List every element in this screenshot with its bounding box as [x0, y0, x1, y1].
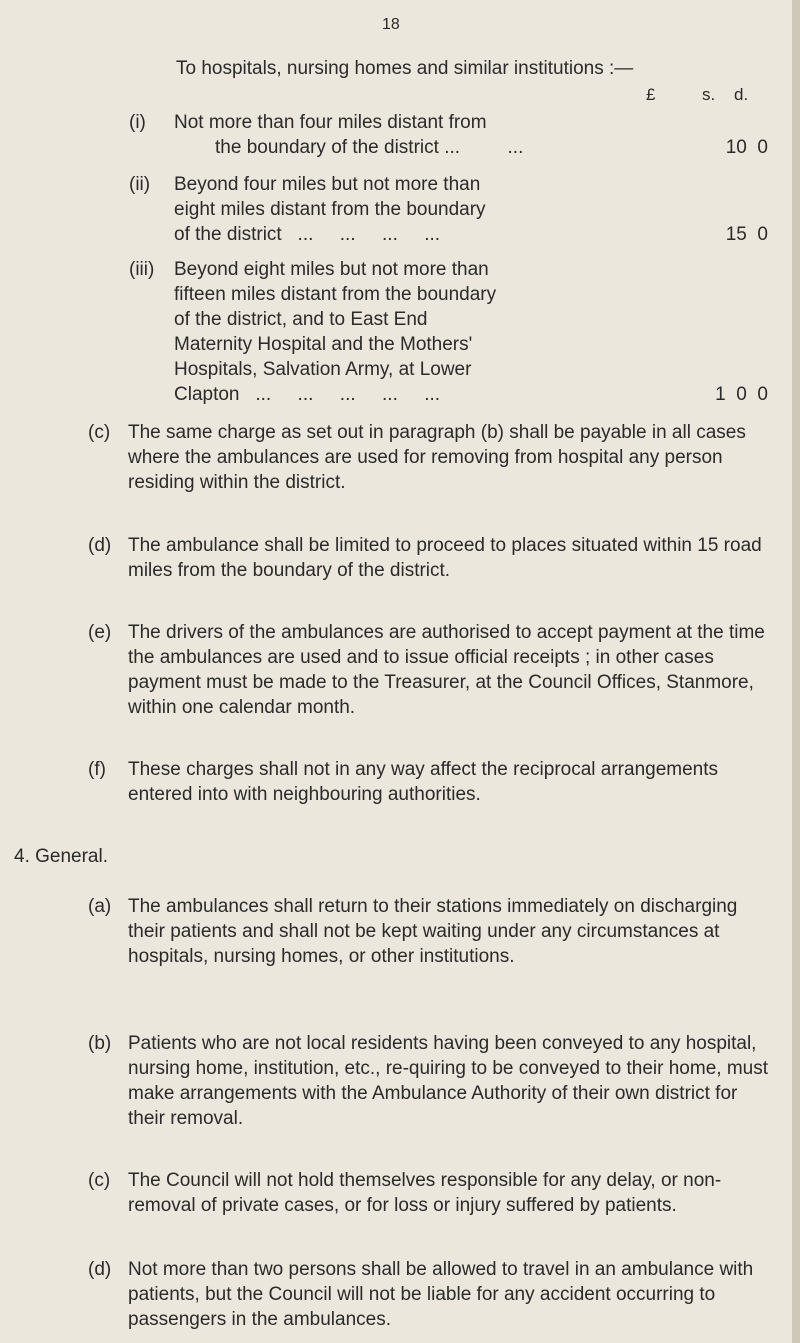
paragraph-text: These charges shall not in any way affect the reciprocal arrangements entered into with neighbouring authorities.: [128, 759, 719, 805]
paragraph-label: (d): [88, 1259, 112, 1280]
tariff-label: (i): [129, 112, 146, 133]
tariff-line: Not more than four miles distant from: [174, 112, 487, 133]
section-heading: 4. General.: [14, 846, 108, 867]
paragraph-text: The Council will not hold themselves responsible for any delay, or non-removal of private cases, or for loss or injury suffered by patients.: [128, 1170, 722, 1216]
tariff-line: of the district, and to East End: [174, 309, 428, 330]
paragraph-label: (c): [88, 422, 111, 443]
tariff-amount: 10 0: [725, 137, 768, 158]
tariff-line: Clapton ... ... ... ... ...: [174, 384, 441, 405]
page-number: 18: [382, 16, 400, 33]
paragraph-text: The same charge as set out in paragraph (b) shall be payable in all cases where the ambulances are used for removing from hospital any person residing within the district.: [128, 422, 746, 493]
paragraph-text: The ambulance shall be limited to proceed to places situated within 15 road miles from the boundary of the district.: [128, 535, 762, 581]
tariff-line: Maternity Hospital and the Mothers': [174, 334, 473, 355]
tariff-line: the boundary of the district ... ...: [215, 137, 524, 158]
paragraph-text: Patients who are not local residents having been conveyed to any hospital, nursing home, institution, etc., re-quiring to be conveyed to their home, must make arrangements with the Ambulance Authority of their own district for their removal.: [128, 1033, 768, 1129]
intro-line: To hospitals, nursing homes and similar institutions :—: [176, 58, 634, 79]
paragraph-label: (b): [88, 1033, 112, 1054]
paragraph-text: The drivers of the ambulances are authorised to accept payment at the time the ambulances are used and to issue official receipts ; in other cases payment must be made to the Treasurer, at the Council Offices, Stanmore, within one calendar month.: [128, 622, 765, 718]
paragraph-text: Not more than two persons shall be allowed to travel in an ambulance with patients, but the Council will not be liable for any accident occurring to passengers in the ambulances.: [128, 1259, 754, 1330]
paragraph-label: (c): [88, 1170, 111, 1191]
tariff-line: of the district ... ... ... ...: [174, 224, 441, 245]
tariff-line: Beyond four miles but not more than: [174, 174, 481, 195]
page-edge: [792, 0, 800, 1343]
paragraph-label: (e): [88, 622, 112, 643]
tariff-line: eight miles distant from the boundary: [174, 199, 486, 220]
tariff-label: (ii): [129, 174, 151, 195]
tariff-line: Beyond eight miles but not more than: [174, 259, 489, 280]
tariff-line: fifteen miles distant from the boundary: [174, 284, 497, 305]
paragraph-label: (f): [88, 759, 106, 780]
paragraph-label: (d): [88, 535, 112, 556]
tariff-amount: 15 0: [725, 224, 768, 245]
shillings-header: s.: [702, 85, 716, 104]
paragraph-label: (a): [88, 896, 112, 917]
tariff-amount: 1 0 0: [715, 384, 768, 405]
pounds-header: £: [646, 85, 656, 104]
pence-header: d.: [734, 85, 749, 104]
tariff-label: (iii): [129, 259, 155, 280]
paragraph-text: The ambulances shall return to their stations immediately on discharging their patients and shall not be kept waiting under any circumstances at hospitals, nursing homes, or other institutions.: [128, 896, 738, 967]
tariff-line: Hospitals, Salvation Army, at Lower: [174, 359, 472, 380]
